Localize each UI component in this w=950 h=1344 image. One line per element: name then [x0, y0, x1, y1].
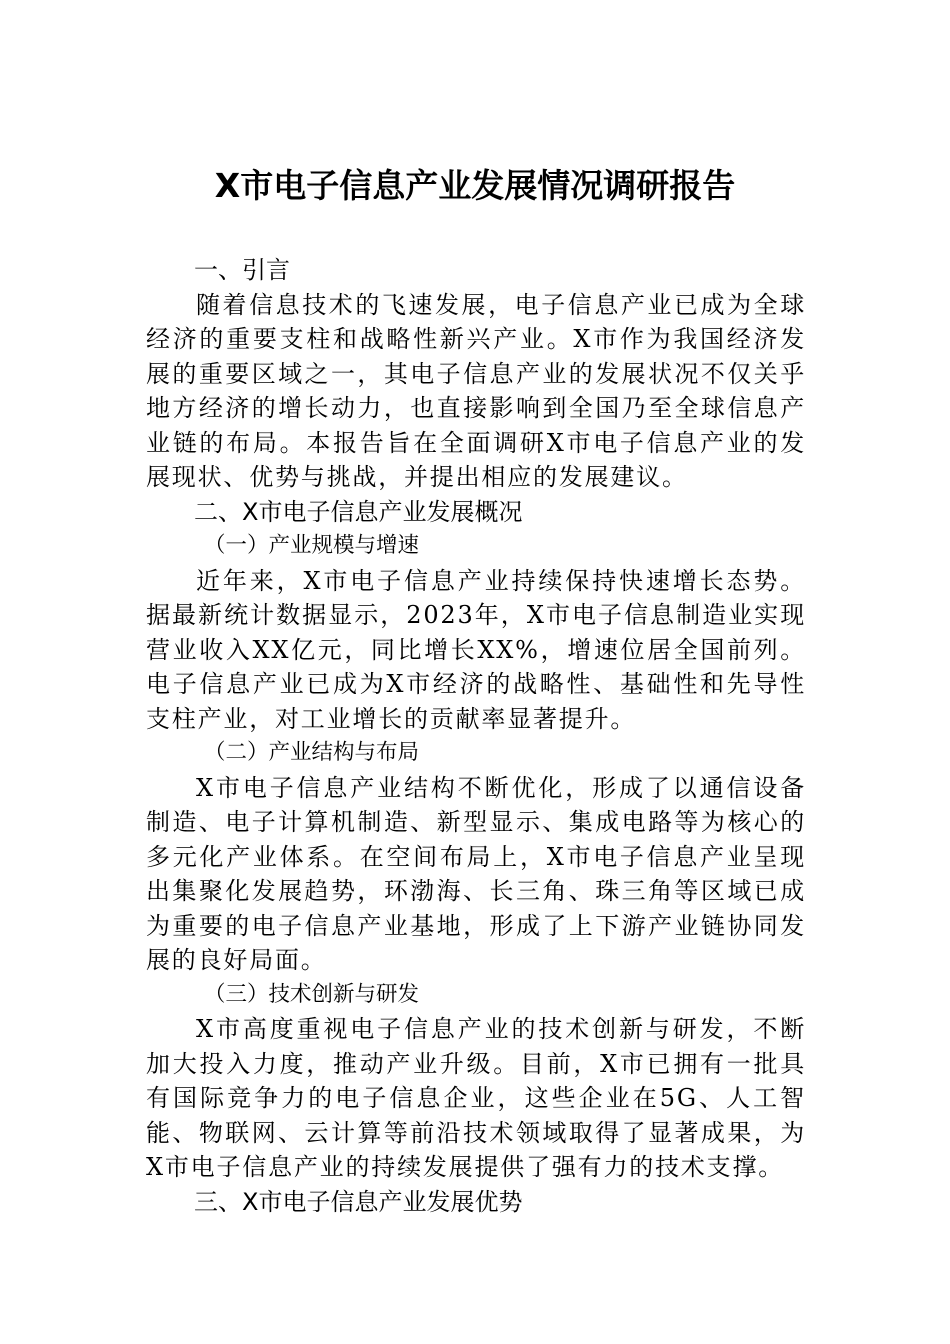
- subsection-heading-innovation: （三）技术创新与研发: [204, 981, 420, 1007]
- scale-paragraph: 近年来，X市电子信息产业持续保持快速增长态势。据最新统计数据显示，2023年，X市电子信息制造业实现营业收入XX亿元，同比增长XX%，增速位居全国前列。电子信息产业已成为X市经济的战略性、基础性和先导性支柱产业，对工业增长的贡献率显著提升。: [146, 566, 806, 733]
- introduction-paragraph: 随着信息技术的飞速发展，电子信息产业已成为全球经济的重要支柱和战略性新兴产业。X市作为我国经济发展的重要区域之一，其电子信息产业的发展状况不仅关乎地方经济的增长动力，也直接影响到全国乃至全球信息产业链的布局。本报告旨在全面调研X市电子信息产业的发展现状、优势与挑战，并提出相应的发展建议。: [146, 290, 806, 491]
- document-body: [146, 253, 806, 1219]
- section-heading-overview: 二、X市电子信息产业发展概况: [194, 497, 523, 526]
- document-title: X市电子信息产业发展情况调研报告: [214, 166, 736, 205]
- section-heading-introduction: 一、引言: [194, 256, 290, 284]
- section-heading-advantages: 三、X市电子信息产业发展优势: [194, 1187, 523, 1216]
- innovation-paragraph: X市高度重视电子信息产业的技术创新与研发，不断加大投入力度，推动产业升级。目前，X市已拥有一批具有国际竞争力的电子信息企业，这些企业在5G、人工智能、物联网、云计算等前沿技术领域取得了显著成果，为X市电子信息产业的持续发展提供了强有力的技术支撑。: [146, 1015, 806, 1181]
- structure-paragraph: X市电子信息产业结构不断优化，形成了以通信设备制造、电子计算机制造、新型显示、集成电路等为核心的多元化产业体系。在空间布局上，X市电子信息产业呈现出集聚化发展趋势，环渤海、长三角、珠三角等区域已成为重要的电子信息产业基地，形成了上下游产业链协同发展的良好局面。: [146, 773, 806, 974]
- subsection-heading-scale: （一）产业规模与增速: [204, 533, 420, 558]
- subsection-heading-structure: （二）产业结构与布局: [204, 740, 420, 765]
